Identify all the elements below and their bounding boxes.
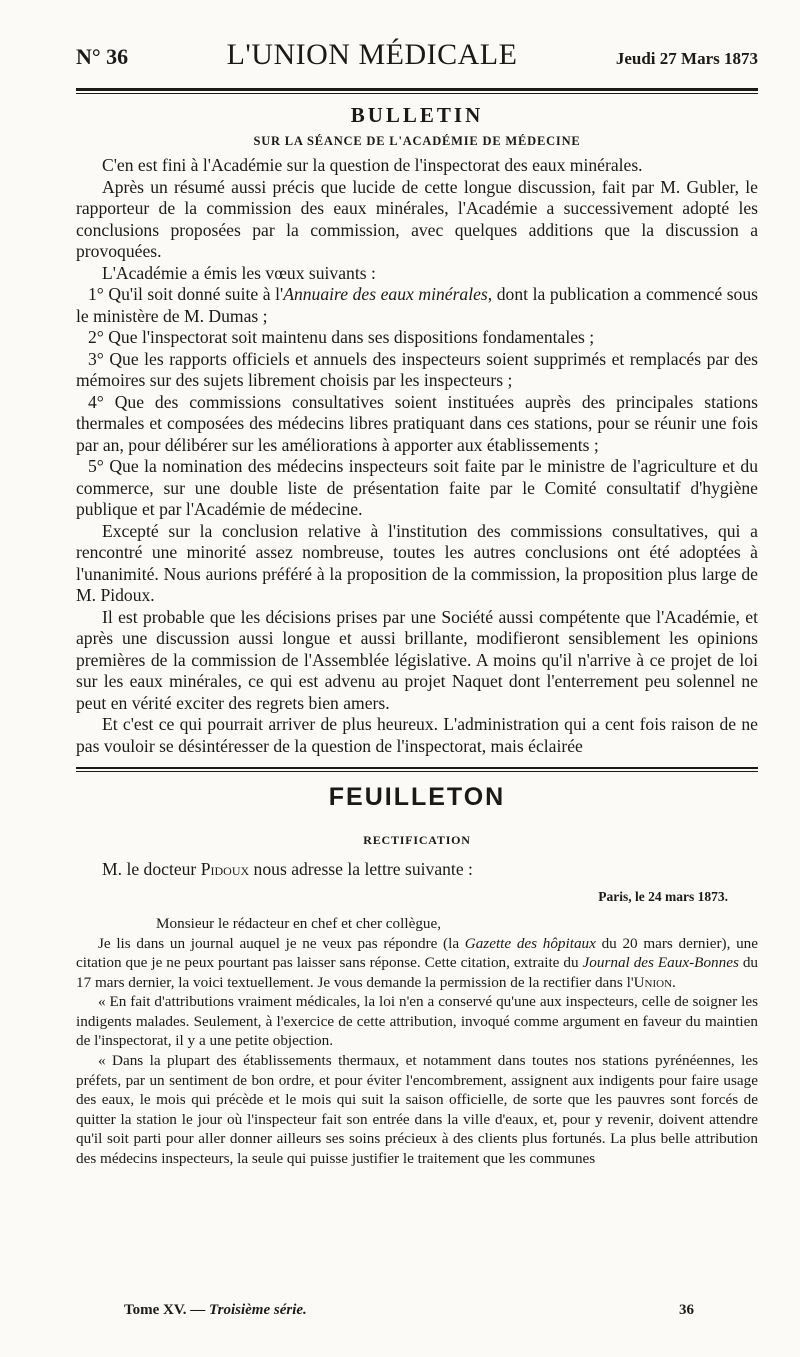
bulletin-paragraph: Il est probable que les décisions prises par une Société aussi compétente que l'Académie, et après une discussion aussi longue et aussi brillante, modifieront sensiblement les opinions premières de la commission de l'Assemblée législative. A moins qu'il n'arrive à ce projet de loi sur les eaux minérales, ce qui est advenu au projet Naquet dont l'enterrement peu solennel ne peut en vérité exciter des regrets bien amers. — [76, 606, 758, 713]
feuilleton-section — [76, 782, 758, 1169]
letter-intro-rest: nous adresse la lettre suivante : — [249, 859, 473, 879]
volume-label — [124, 1302, 307, 1319]
newspaper-title: L'UNION MÉDICALE — [226, 38, 518, 71]
bulletin-paragraph: Après un résumé aussi précis que lucide de cette longue discussion, fait par M. Gubler, le rapporteur de la commission des eaux minérales, l'Académie a successivement adopté les conclusions proposées par la commission, avec quelques additions que la discussion a provoquées. — [76, 176, 758, 261]
letter-text: du 17 mars dernier, la voici textuellement. Je vous demande la permission de la rectifier dans l' — [76, 954, 759, 991]
letter-intro-text: M. le docteur — [102, 859, 201, 879]
bulletin-paragraph: Excepté sur la conclusion relative à l'institution des commissions consultatives, qui a rencontré une minorité assez nombreuse, toutes les autres conclusions ont été adoptées à l'unanimité. Nous aurions préféré à la proposition de la commission, la proposition plus large de M. Pidoux. — [76, 520, 758, 605]
author-name: Pidoux — [200, 859, 250, 879]
bulletin-subtitle: SUR LA SÉANCE DE L'ACADÉMIE DE MÉDECINE — [253, 134, 581, 148]
page-footer — [124, 1302, 694, 1319]
letter-paragraph: « Dans la plupart des établissements thermaux, et notamment dans toutes nos stations pyrénéennes, les préfets, par un sentiment de bon ordre, et pour éviter l'encombrement, assignent aux indigents pour faire usage des eaux, le mois qui précède et le mois qui suit la saison officielle, de sorte que les pauvres sont forcés de quitter la station le jour où l'inspecteur fait son entrée dans la ville d'eaux, et, pour y revenir, doivent attendre qu'il soit parti pour aller donner ailleurs ses soins précieux à des clients plus fortunés. La plus belle attribution des médecins inspecteurs, la seule qui puisse justifier le traitement que les communes — [76, 1052, 758, 1168]
bulletin-title: BULLETIN — [350, 103, 484, 127]
bulletin-section — [76, 102, 758, 757]
wish-item-4: 4° Que des commissions consultatives soient instituées auprès des principales stations thermales et composées des médecins libres pratiquant dans ces stations, pour se réunir une fois par an, pour délibérer sur les améliorations à apporter aux établissements ; — [76, 391, 758, 455]
gazette-title: Gazette des hôpitaux — [464, 934, 596, 952]
annuaire-title: Annuaire des eaux minérales — [283, 284, 488, 304]
letter-salutation: Monsieur le rédacteur en chef et cher collègue, — [156, 915, 442, 932]
masthead-rule — [76, 88, 758, 94]
bulletin-paragraph: L'Académie a émis les vœux suivants : — [102, 262, 376, 283]
bulletin-paragraph: Et c'est ce qui pourrait arriver de plus heureux. L'administration qui a cent fois raison de ne pas vouloir se désintéresser de la question de l'inspectorat, mais éclairée — [76, 714, 758, 756]
masthead — [76, 38, 758, 88]
letter-paragraph — [76, 934, 758, 993]
letter-text: Je lis dans un journal auquel je ne veux pas répondre (la — [98, 934, 465, 952]
letter-text: . — [672, 973, 676, 991]
letter-paragraph: « En fait d'attributions vraiment médicales, la loi n'en a conservé qu'une aux inspecteurs, celle de soigner les indigents malades. Seulement, à l'exercice de cette attribution, invoqué comme argument en faveur du maintien de l'inspectorat, il y a une petite objection. — [76, 993, 758, 1050]
wish-item-3: 3° Que les rapports officiels et annuels des inspecteurs soient supprimés et remplacés par des mémoires sur des sujets librement choisis par les inspecteurs ; — [76, 348, 758, 390]
series-label: Troisième série. — [209, 1302, 307, 1318]
wish-item-1 — [76, 284, 758, 327]
feuilleton-rule — [76, 767, 758, 772]
wish-item-1-text: 1° Qu'il soit donné suite à l' — [88, 284, 284, 304]
letter-body — [76, 934, 758, 1169]
union-name: Union — [633, 973, 673, 991]
bulletin-paragraph: C'en est fini à l'Académie sur la question de l'inspectorat des eaux minérales. — [102, 155, 643, 175]
volume-number: Tome XV. — — [124, 1302, 210, 1318]
wish-item-1-rest: , dont la publication a commencé sous le ministère de M. Dumas ; — [76, 284, 759, 326]
letter-intro — [76, 858, 758, 880]
wish-item-5: 5° Que la nomination des médecins inspecteurs soit faite par le ministre de l'agriculture et du commerce, sur une double liste de présentation faite par le Comité consultatif d'hygiène publique et par l'Académie de médecine. — [76, 456, 758, 519]
letter-dateline: Paris, le 24 mars 1873. — [598, 889, 728, 904]
feuilleton-title: FEUILLETON — [328, 783, 506, 811]
wish-item-2: 2° Que l'inspectorat soit maintenu dans ses dispositions fondamentales ; — [88, 327, 595, 347]
issue-number: N° 36 — [76, 44, 129, 69]
journal-title: Journal des Eaux-Bonnes — [582, 954, 739, 972]
rectification-title: RECTIFICATION — [363, 833, 471, 847]
letter-text: du 20 mars dernier), une citation que je ne peux pourtant pas laisser sans réponse. Cette citation, extraite du — [76, 934, 758, 972]
page-number: 36 — [679, 1302, 694, 1318]
issue-date: Jeudi 27 Mars 1873 — [615, 49, 758, 68]
